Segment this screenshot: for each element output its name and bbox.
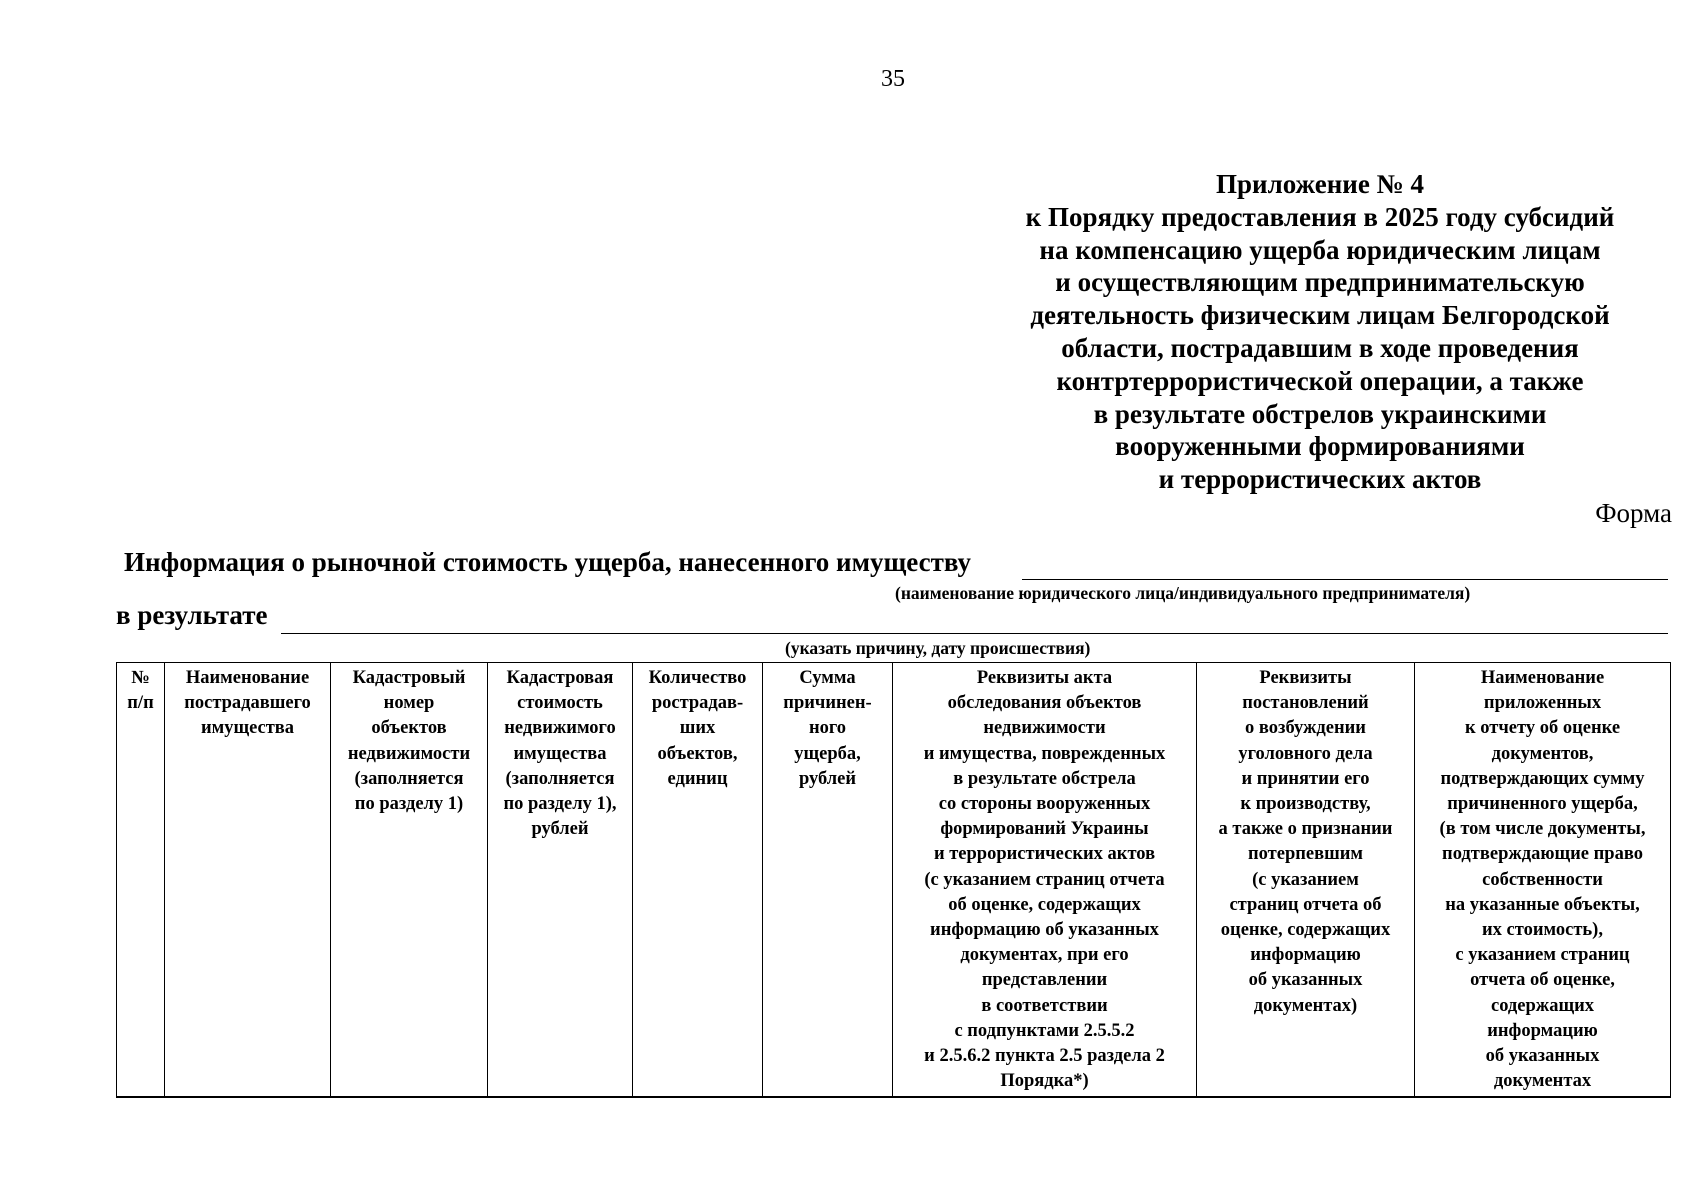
page-number: 35 [881, 66, 905, 92]
damage-table [116, 662, 1671, 1098]
column-header-attached-documents: Наименование приложенных к отчету об оценке документов, подтверждающих сумму причиненного ущерба, (в том числе документы, подтверждающие право собственности на указанные объекты, их стоимость), с указанием страниц отчета об оценке, содержащих информацию об указанных документах [1415, 663, 1671, 1098]
column-header-cadastral-value: Кадастровая стоимость недвижимого имущества (заполняется по разделу 1), рублей [488, 663, 633, 1098]
info-fill-line [1022, 579, 1668, 580]
column-header-number: № п/п [117, 663, 165, 1098]
appendix-line: вооруженными формированиями [1115, 431, 1525, 462]
info-title: Информация о рыночной стоимость ущерба, нанесенного имуществу [124, 547, 972, 577]
column-header-damage-amount: Сумма причинен- ного ущерба, рублей [763, 663, 893, 1098]
appendix-line: и осуществляющим предпринимательскую [1055, 267, 1585, 298]
table-header-row [117, 663, 1671, 1098]
result-caption: (указать причину, дату происшествия) [785, 638, 1091, 658]
column-header-property-name: Наименование пострадавшего имущества [165, 663, 331, 1098]
column-header-cadastral-number: Кадастровый номер объектов недвижимости (заполняется по разделу 1) [331, 663, 488, 1098]
appendix-line: области, пострадавшим в ходе проведения [1061, 332, 1579, 363]
appendix-title: Приложение № 4 [1216, 169, 1424, 199]
appendix-line: деятельность физическим лицам Белгородской [1030, 300, 1610, 331]
column-header-criminal-case: Реквизиты постановлений о возбуждении уголовного дела и принятии его к производству, а также о признании потерпевшим (с указанием страниц отчета об оценке, содержащих информацию об указанных документах) [1197, 663, 1415, 1098]
appendix-line: в результате обстрелов украинскими [1093, 398, 1547, 429]
appendix-line: на компенсацию ущерба юридическим лицам [1039, 234, 1601, 265]
appendix-line: контртеррористической операции, а также [1056, 365, 1584, 396]
column-header-inspection-act: Реквизиты акта обследования объектов недвижимости и имущества, поврежденных в результате обстрела со стороны вооруженных формирований Украины и террористических актов (с указанием страниц отчета об оценке, содержащих информацию об указанных документах, при его представлении в соответствии с подпунктами 2.5.5.2 и 2.5.6.2 пункта 2.5 раздела 2 Порядка*) [893, 663, 1197, 1098]
result-label: в результате [116, 600, 268, 630]
info-caption: (наименование юридического лица/индивидуального предпринимателя) [895, 583, 1471, 603]
column-header-object-count: Количество pострадав- ших объектов, единиц [633, 663, 763, 1098]
appendix-line: и террористических актов [1158, 464, 1482, 495]
appendix-line: к Порядку предоставления в 2025 году субсидий [1025, 201, 1615, 232]
form-label: Форма [1595, 498, 1672, 528]
appendix-heading [940, 168, 1700, 496]
result-fill-line [281, 633, 1668, 634]
